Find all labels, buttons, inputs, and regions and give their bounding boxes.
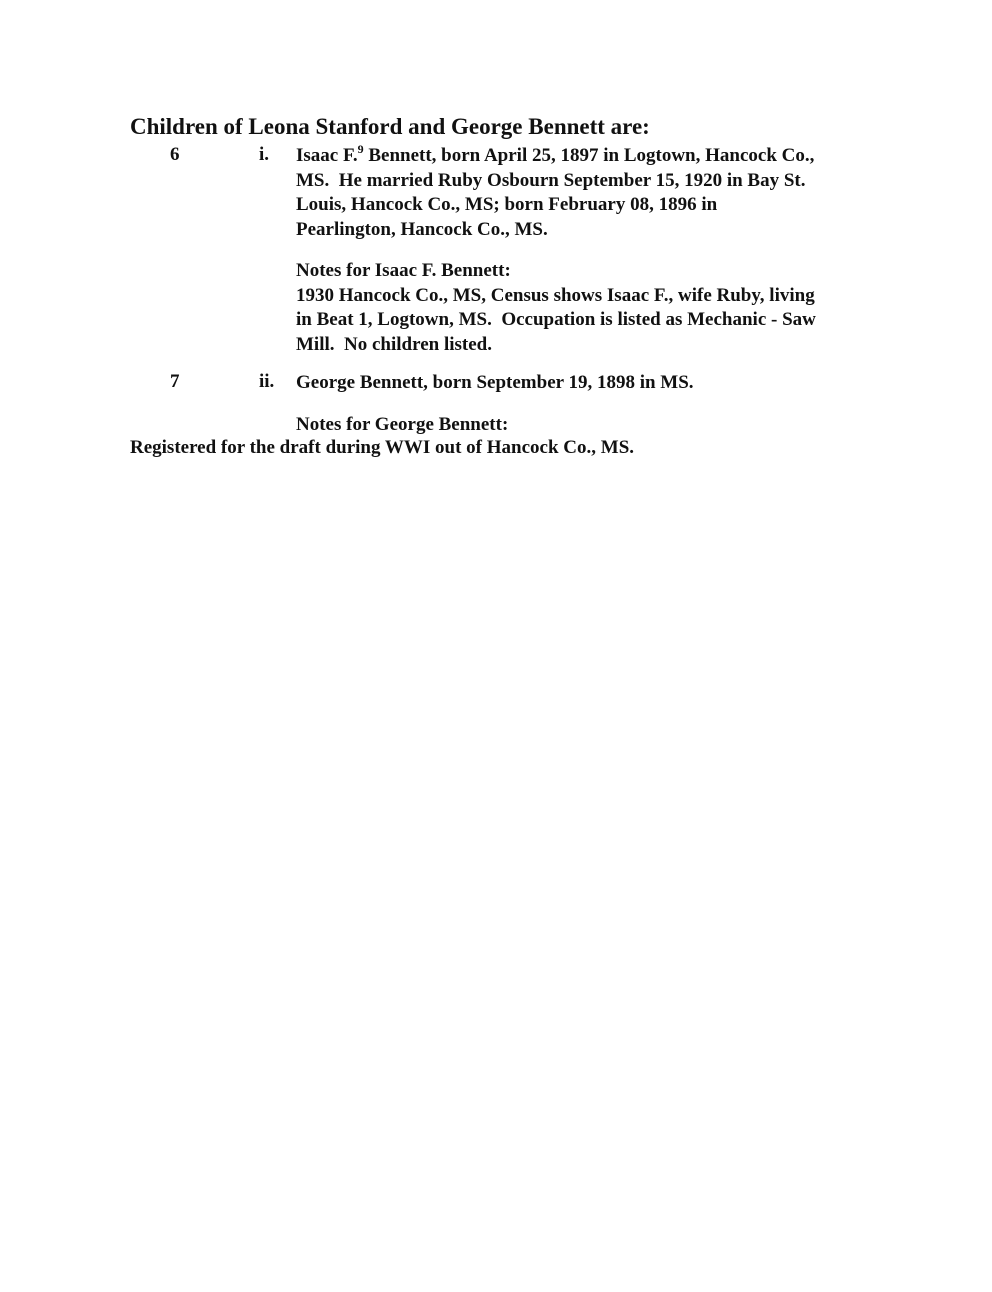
child-notes — [296, 413, 856, 438]
biography-line — [296, 144, 856, 169]
child-roman-numeral: ii. — [259, 371, 275, 392]
child-biography — [296, 144, 856, 242]
child-number: 7 — [170, 371, 180, 392]
child-biography — [296, 371, 856, 396]
biography-line: George Bennett, born September 19, 1898 in MS. — [296, 372, 694, 393]
notes-title: Notes for George Bennett: — [296, 414, 509, 435]
child-number: 6 — [170, 144, 180, 165]
biography-line: Pearlington, Hancock Co., MS. — [296, 218, 548, 240]
biography-text: Bennett, born April 25, 1897 in Logtown, Hancock Co., — [363, 145, 815, 166]
section-heading: Children of Leona Stanford and George Bennett are: — [130, 114, 650, 139]
child-name: Isaac F. — [296, 145, 358, 166]
generation-superscript: 9 — [357, 142, 364, 156]
child-notes — [296, 259, 856, 357]
notes-line: 1930 Hancock Co., MS, Census shows Isaac F., wife Ruby, living — [296, 284, 815, 306]
biography-line: Louis, Hancock Co., MS; born February 08, 1896 in — [296, 194, 718, 215]
child-roman-numeral: i. — [259, 144, 270, 165]
notes-line: Registered for the draft during WWI out of Hancock Co., MS. — [130, 437, 635, 458]
biography-line: MS. He married Ruby Osbourn September 15, 1920 in Bay St. — [296, 169, 806, 191]
notes-line: in Beat 1, Logtown, MS. Occupation is listed as Mechanic - Saw — [296, 309, 816, 330]
notes-line: Mill. No children listed. — [296, 333, 492, 355]
notes-title: Notes for Isaac F. Bennett: — [296, 260, 511, 281]
